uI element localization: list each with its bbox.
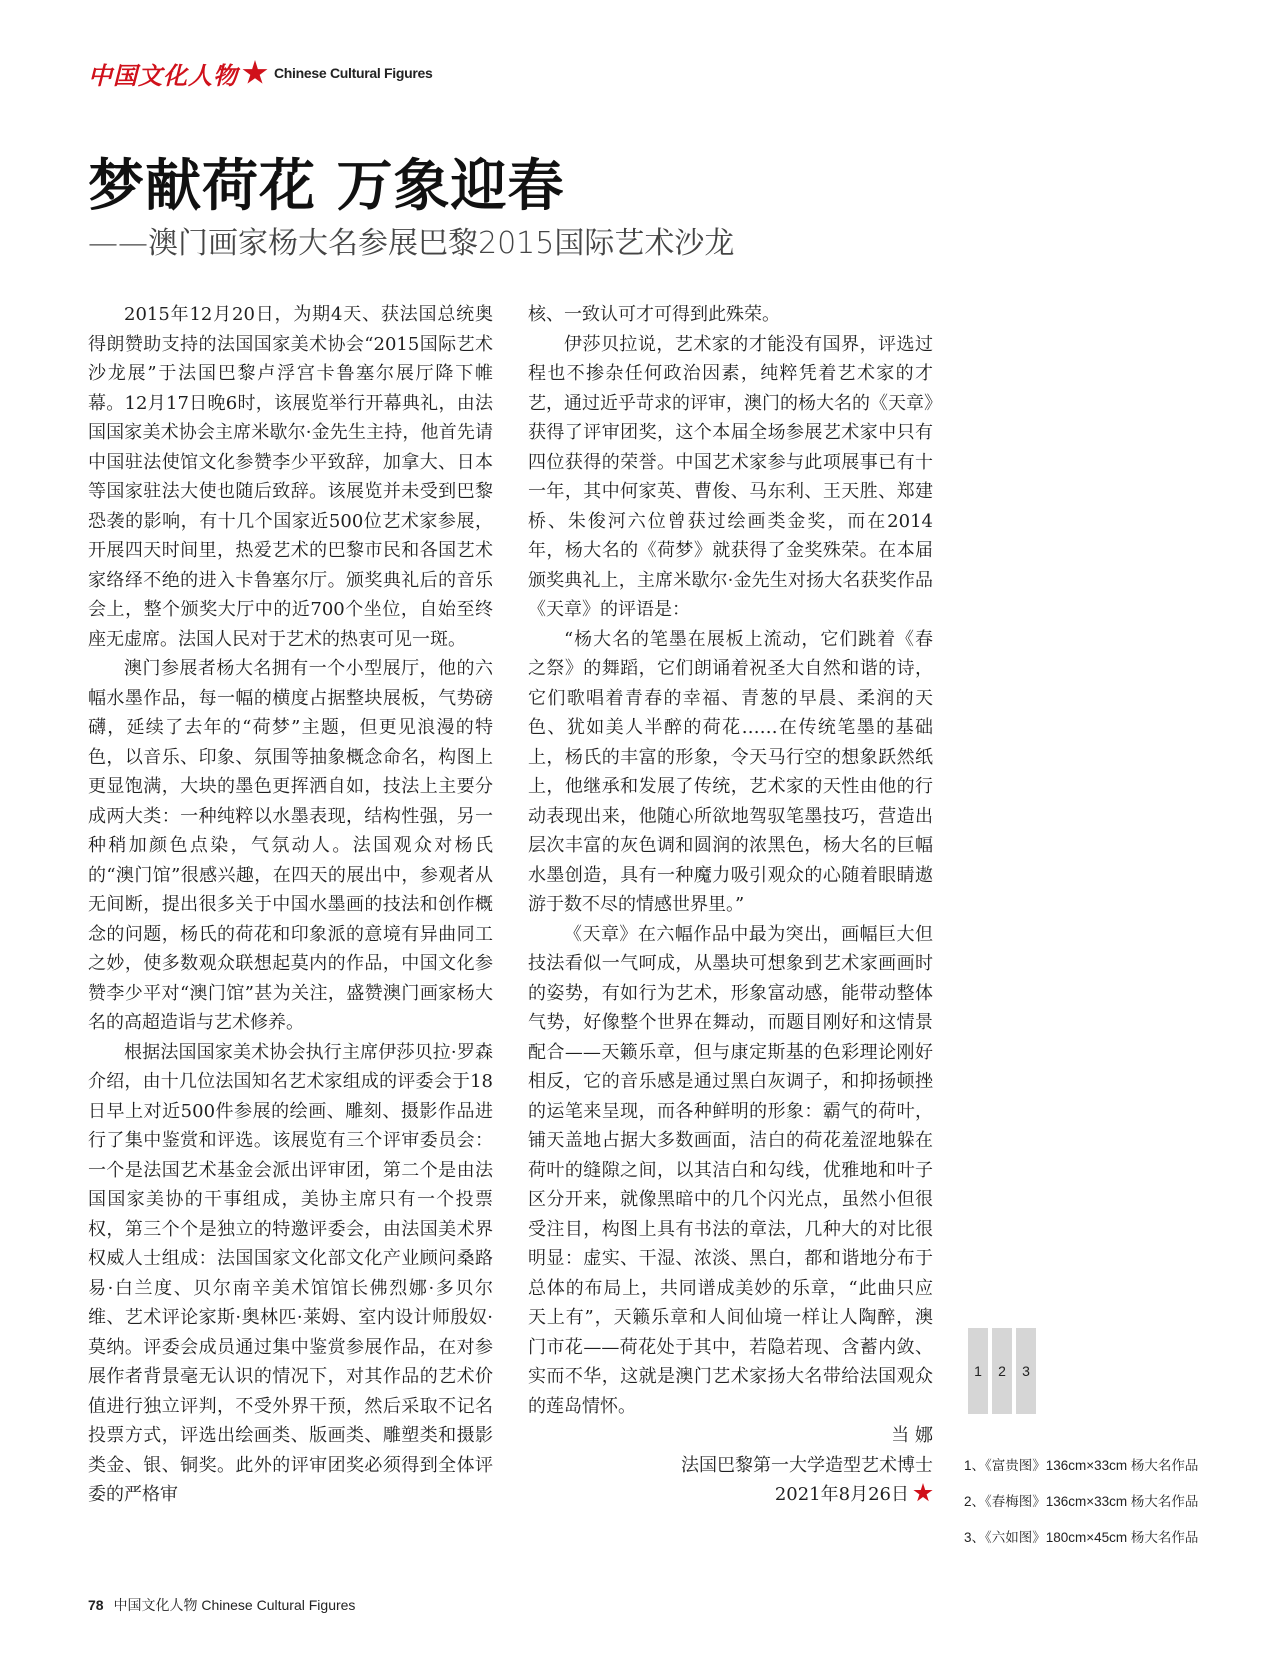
caption-2: 2、《春梅图》136cm×33cm 杨大名作品 [964, 1494, 1199, 1509]
figure-thumbnails [968, 1328, 1040, 1414]
magazine-logo: 中国文化人物 [88, 60, 238, 90]
caption-1: 1、《富贵图》136cm×33cm 杨大名作品 [964, 1458, 1199, 1473]
star-icon [242, 60, 268, 86]
article-date: 2021年8月26日 [774, 1484, 909, 1505]
quote-paragraph: “杨大名的笔墨在展板上流动，它们跳着《春之祭》的舞蹈，它们朗诵着祝圣大自然和谐的诗，它们歌唱着青春的幸福、青葱的早晨、柔润的天色、犹如美人半醉的荷花……在传统笔墨的基础上，杨氏的丰富的形象，令天马行空的想象跃然纸上，他继承和发展了传统，艺术家的天性由他的行动表现出来，他随心所欲地驾驭笔墨技巧，营造出层次丰富的灰色调和圆润的浓黑色，杨大名的巨幅水墨创造，具有一种魔力吸引观众的心随着眼睛遨游于数不尽的情感世界里。” [528, 628, 933, 915]
article-title: 梦献荷花 万象迎春 [88, 153, 565, 219]
star-icon [913, 1483, 933, 1503]
middle-column [528, 300, 933, 1510]
thumbnail-2: 2 [992, 1328, 1012, 1414]
page-footer [88, 1595, 355, 1615]
page-number: 78 [88, 1597, 104, 1613]
magazine-english-name: Chinese Cultural Figures [274, 65, 433, 81]
article-subtitle: ——澳门画家杨大名参展巴黎2015国际艺术沙龙 [88, 226, 735, 261]
left-column [88, 300, 493, 1510]
caption-3: 3、《六如图》180cm×45cm 杨大名作品 [964, 1530, 1199, 1545]
paragraph: 《天章》在六幅作品中最为突出，画幅巨大但技法看似一气呵成，从墨块可想象到艺术家画画时的姿势，有如行为艺术，形象富动感，能带动整体气势，好像整个世界在舞动，而题目刚好和这情景配合——天籁乐章，但与康定斯基的色彩理论刚好相反，它的音乐感是通过黑白灰调子，和抑扬顿挫的运笔来呈现，而各种鲜明的形象：霸气的荷叶，铺天盖地占据大多数画面，洁白的荷花羞涩地躲在荷叶的缝隙之间，以其洁白和勾线，优雅地和叶子区分开来，就像黑暗中的几个闪光点，虽然小但很受注目，构图上具有书法的章法，几种大的对比很明显：虚实、干湿、浓淡、黑白，都和谐地分布于总体的布局上，共同谱成美妙的乐章，“此曲只应天上有”，天籁乐章和人间仙境一样让人陶醉，澳门市花——荷花处于其中，若隐若现、含蓄内敛、实而不华，这就是澳门艺术家扬大名带给法国观众的莲岛情怀。 [528, 923, 933, 1417]
author-affiliation: 法国巴黎第一大学造型艺术博士 [681, 1454, 933, 1476]
thumbnail-3: 3 [1016, 1328, 1036, 1414]
paragraph: 2015年12月20日，为期4天、获法国总统奥得朗赞助支持的法国国家美术协会“2015国际艺术沙龙展”于法国巴黎卢浮宫卡鲁塞尔展厅降下帷幕。12月17日晚6时，该展览举行开幕典礼，由法国国家美术协会主席米歇尔·金先生主持，他首先请中国驻法使馆文化参赞李少平致辞，加拿大、日本等国家驻法大使也随后致辞。该展览并未受到巴黎恐袭的影响，有十几个国家近500位艺术家参展，开展四天时间里，热爱艺术的巴黎市民和各国艺术家络绎不绝的进入卡鲁塞尔厅。颁奖典礼后的音乐会上，整个颁奖大厅中的近700个坐位，自始至终座无虚席。法国人民对于艺术的热衷可见一斑。 [88, 304, 493, 650]
footer-magazine-name: 中国文化人物 Chinese Cultural Figures [113, 1597, 356, 1613]
paragraph: 澳门参展者杨大名拥有一个小型展厅，他的六幅水墨作品，每一幅的横度占据整块展板，气势磅礴，延续了去年的“荷梦”主题，但更见浪漫的特色，以音乐、印象、氛围等抽象概念命名，构图上更显饱满，大块的墨色更挥洒自如，技法上主要分成两大类：一种纯粹以水墨表现，结构性强，另一种稍加颜色点染，气氛动人。法国观众对杨氏的“澳门馆”很感兴趣，在四天的展出中，参观者从无间断，提出很多关于中国水墨画的技法和创作概念的问题，杨氏的荷花和印象派的意境有异曲同工之妙，使多数观众联想起莫内的作品，中国文化参赞李少平对“澳门馆”甚为关注，盛赞澳门画家杨大名的高超造诣与艺术修养。 [88, 658, 493, 1033]
paragraph: 根据法国国家美术协会执行主席伊莎贝拉·罗森介绍，由十几位法国知名艺术家组成的评委会于18日早上对近500件参展的绘画、雕刻、摄影作品进行了集中鉴赏和评选。该展览有三个评审委员会：一个是法国艺术基金会派出评审团，第二个是由法国国家美协的干事组成，美协主席只有一个投票权，第三个个是独立的特邀评委会，由法国美术界权威人士组成：法国国家文化部文化产业顾问桑路易·白兰度、贝尔南辛美术馆馆长佛烈娜·多贝尔维、艺术评论家斯·奥林匹·莱姆、室内设计师殷奴·莫纳。评委会成员通过集中鉴赏参展作品，在对参展作者背景毫无认识的情况下，对其作品的艺术价值进行独立评判，不受外界干预，然后采取不记名投票方式，评选出绘画类、版画类、雕塑类和摄影类金、银、铜奖。此外的评审团奖必须得到全体评委的严格审 [88, 1041, 493, 1505]
author-name: 当 娜 [891, 1425, 933, 1446]
running-header [88, 56, 433, 90]
paragraph: 伊莎贝拉说，艺术家的才能没有国界，评选过程也不掺杂任何政治因素，纯粹凭着艺术家的才艺，通过近乎苛求的评审，澳门的杨大名的《天章》获得了评审团奖，这个本届全场参展艺术家中只有四位获得的荣誉。中国艺术家参与此项展事已有十一年，其中何家英、曹俊、马东利、王天胜、郑建桥、朱俊河六位曾获过绘画类金奖，而在2014年，杨大名的《荷梦》就获得了金奖殊荣。在本届颁奖典礼上，主席米歇尔·金先生对扬大名获奖作品《天章》的评语是： [528, 333, 933, 620]
paragraph-continuation: 核、一致认可才可得到此殊荣。 [528, 304, 780, 325]
thumbnail-1: 1 [968, 1328, 988, 1414]
article-date-line [528, 1480, 933, 1510]
figure-captions [964, 1448, 1198, 1556]
